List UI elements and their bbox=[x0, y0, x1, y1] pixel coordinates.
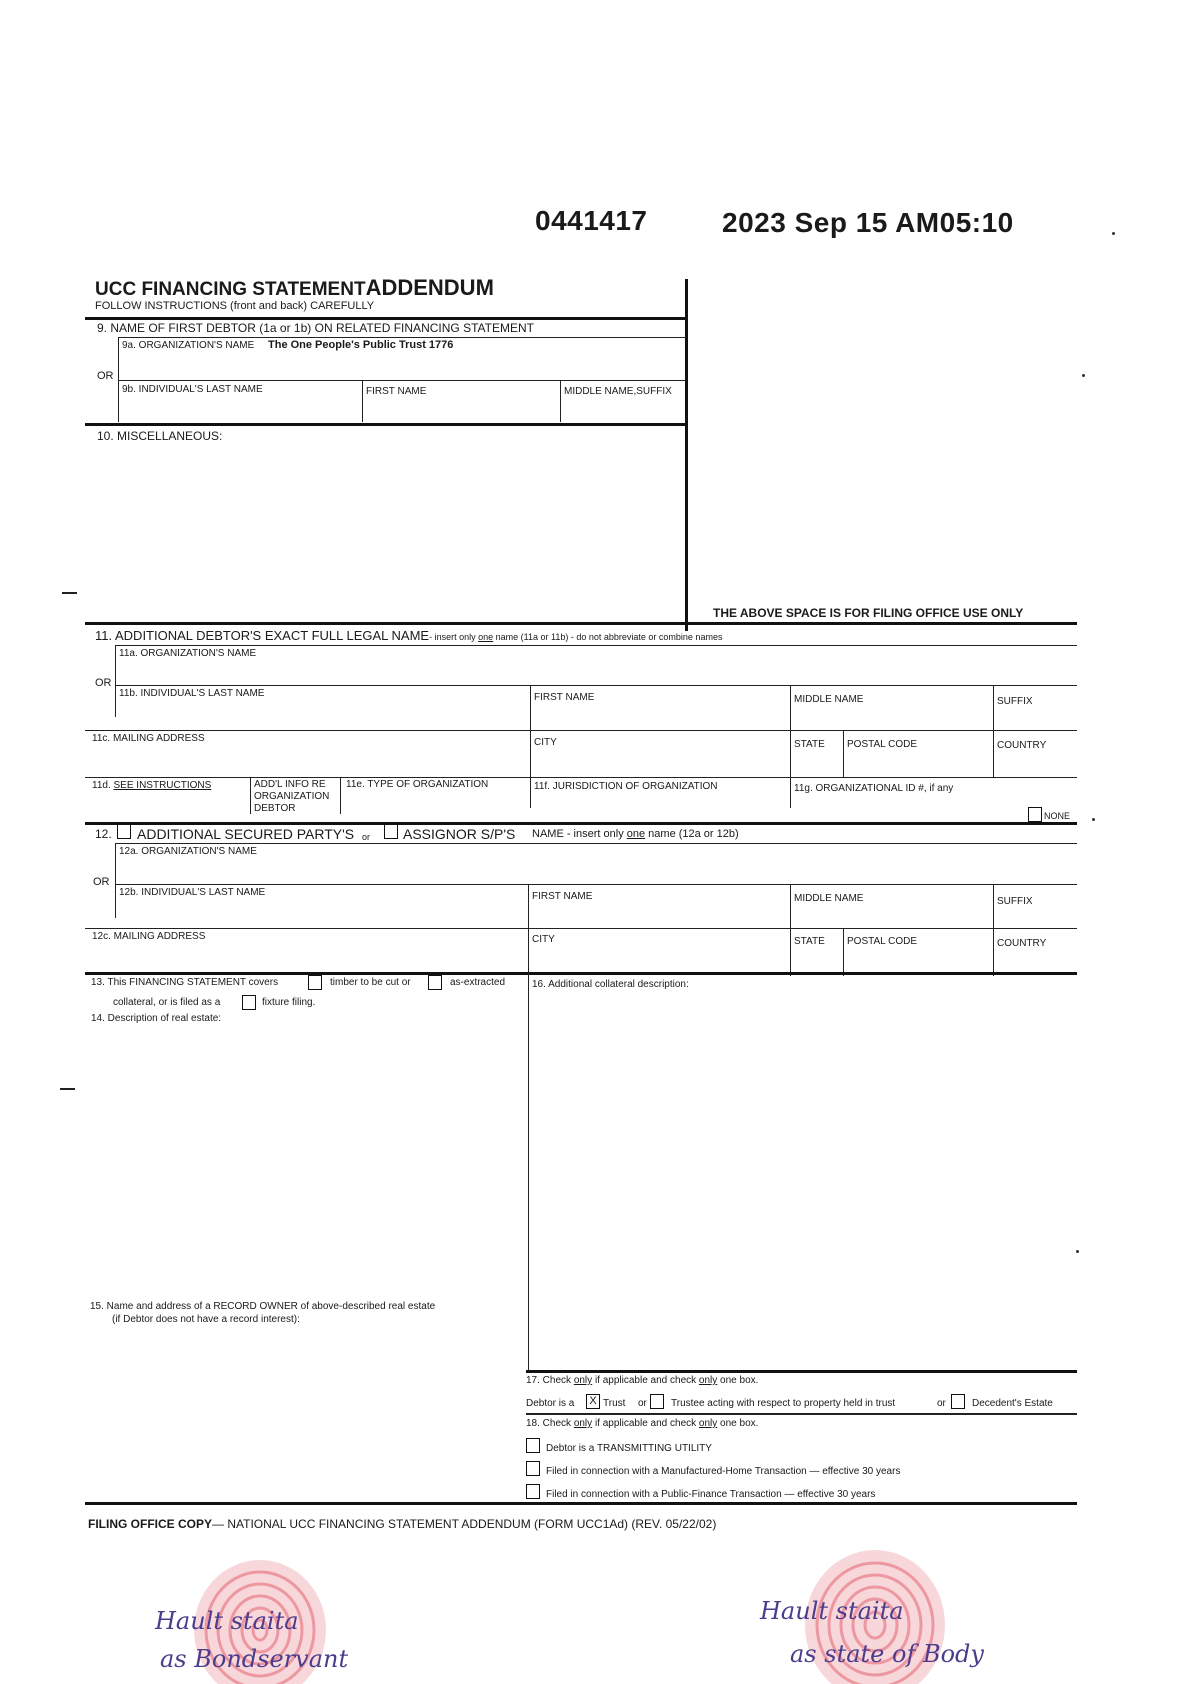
s11-jurisdiction-label: 11f. JURISDICTION OF ORGANIZATION bbox=[534, 781, 718, 792]
instructions-note: FOLLOW INSTRUCTIONS (front and back) CAREFULLY bbox=[95, 300, 375, 312]
s13-extracted-label: as-extracted bbox=[450, 977, 506, 988]
s11-org-label: 11a. ORGANIZATION'S NAME bbox=[119, 648, 257, 659]
timber-checkbox[interactable] bbox=[308, 975, 322, 990]
rule bbox=[85, 822, 1077, 825]
s12-state-label: STATE bbox=[794, 936, 825, 947]
s18-label-b: if applicable and check bbox=[592, 1418, 699, 1429]
s12-name-note-one: one bbox=[626, 828, 646, 840]
rule bbox=[790, 685, 791, 808]
s12-last-name-label: 12b. INDIVIDUAL'S LAST NAME bbox=[119, 887, 266, 898]
s17-label-only: only bbox=[573, 1375, 593, 1386]
s17-label-only2: only bbox=[698, 1375, 718, 1386]
form-title-main: UCC FINANCING STATEMENT bbox=[95, 279, 366, 300]
s9-middle-name-label: MIDDLE NAME,SUFFIX bbox=[564, 386, 672, 397]
s11-label bbox=[95, 627, 722, 645]
s12-mailing-label: 12c. MAILING ADDRESS bbox=[92, 931, 206, 942]
margin-mark bbox=[62, 592, 77, 594]
rule bbox=[560, 380, 561, 422]
form-title bbox=[95, 275, 494, 301]
s12-name-note-b: name (12a or 12b) bbox=[645, 828, 739, 840]
rule bbox=[993, 884, 994, 976]
s11-label-note-one: one bbox=[478, 632, 494, 642]
as-extracted-checkbox[interactable] bbox=[428, 975, 442, 990]
rule bbox=[993, 685, 994, 777]
s14-label: 14. Description of real estate: bbox=[91, 1013, 222, 1024]
s18-opt3: Filed in connection with a Public-Finance Transaction — effective 30 years bbox=[546, 1489, 876, 1500]
rule bbox=[526, 1413, 1077, 1415]
s12-num: 12. bbox=[95, 827, 112, 841]
s12-org-label: 12a. ORGANIZATION'S NAME bbox=[119, 846, 257, 857]
manufactured-home-checkbox[interactable] bbox=[526, 1461, 540, 1476]
footer-copy-label: FILING OFFICE COPY bbox=[88, 1517, 213, 1531]
s12-middle-name-label: MIDDLE NAME bbox=[794, 893, 864, 904]
rule bbox=[340, 777, 341, 814]
rule bbox=[85, 730, 1077, 731]
s18-label-a: 18. Check bbox=[526, 1418, 574, 1429]
scan-speck bbox=[1082, 374, 1085, 377]
see-instructions-link[interactable]: SEE INSTRUCTIONS bbox=[113, 780, 212, 791]
rule bbox=[790, 884, 791, 976]
s11-addl-info-line: DEBTOR bbox=[254, 803, 296, 814]
scan-speck bbox=[1076, 1250, 1079, 1253]
s11-state-label: STATE bbox=[794, 739, 825, 750]
rule bbox=[115, 645, 116, 717]
s12-or-small: or bbox=[362, 832, 371, 842]
rule bbox=[362, 380, 363, 422]
s11-type-org-label: 11e. TYPE OF ORGANIZATION bbox=[346, 779, 489, 790]
rule bbox=[115, 645, 1077, 646]
s11-country-label: COUNTRY bbox=[997, 740, 1047, 751]
s11-addl-info-line: ADD'L INFO RE bbox=[254, 779, 326, 790]
none-checkbox[interactable] bbox=[1028, 807, 1042, 822]
rule bbox=[85, 777, 1077, 778]
rule bbox=[250, 777, 251, 814]
s15-line1: 15. Name and address of a RECORD OWNER of above-described real estate bbox=[90, 1301, 436, 1312]
s9-first-name-label: FIRST NAME bbox=[366, 386, 427, 397]
margin-mark bbox=[60, 1088, 75, 1090]
right-handwriting-line2: as state of Body bbox=[790, 1640, 984, 1668]
s17-label-a: 17. Check bbox=[526, 1375, 574, 1386]
additional-secured-party-checkbox[interactable] bbox=[117, 824, 131, 839]
s11-first-name-label: FIRST NAME bbox=[534, 692, 595, 703]
rule bbox=[85, 317, 687, 320]
s11-last-name-label: 11b. INDIVIDUAL'S LAST NAME bbox=[119, 688, 265, 699]
s11-middle-name-label: MIDDLE NAME bbox=[794, 694, 864, 705]
rule bbox=[85, 622, 1077, 625]
rule bbox=[843, 730, 844, 777]
s17-or2: or bbox=[937, 1398, 946, 1409]
rule bbox=[85, 928, 1077, 929]
s9-last-name-label: 9b. INDIVIDUAL'S LAST NAME bbox=[122, 384, 263, 395]
s18-label-only2: only bbox=[698, 1418, 718, 1429]
s18-label bbox=[526, 1418, 758, 1429]
rule bbox=[115, 884, 1077, 885]
s12-country-label: COUNTRY bbox=[997, 938, 1047, 949]
s11-see-instructions bbox=[92, 780, 211, 791]
footer-copy-line bbox=[88, 1517, 716, 1531]
rule bbox=[118, 380, 686, 381]
s11-city-label: CITY bbox=[534, 737, 557, 748]
s11-addl-info bbox=[254, 779, 329, 815]
s18-label-only: only bbox=[573, 1418, 593, 1429]
transmitting-utility-checkbox[interactable] bbox=[526, 1438, 540, 1453]
s12-suffix-label: SUFFIX bbox=[997, 896, 1033, 907]
s10-label: 10. MISCELLANEOUS: bbox=[97, 429, 223, 443]
scan-speck bbox=[1112, 232, 1115, 235]
s9-org-value: The One People's Public Trust 1776 bbox=[268, 339, 454, 351]
s17-trustee-label: Trustee acting with respect to property held in trust bbox=[671, 1398, 896, 1409]
s11-postal-label: POSTAL CODE bbox=[847, 739, 918, 750]
trustee-checkbox[interactable] bbox=[650, 1394, 664, 1409]
rule bbox=[528, 884, 529, 976]
s12-city-label: CITY bbox=[532, 934, 555, 945]
assignor-checkbox[interactable] bbox=[384, 824, 398, 839]
decedent-estate-checkbox[interactable] bbox=[951, 1394, 965, 1409]
rule bbox=[843, 928, 844, 976]
rule bbox=[118, 337, 686, 338]
s11-none-label: NONE bbox=[1044, 811, 1071, 821]
fixture-filing-checkbox[interactable] bbox=[242, 995, 256, 1010]
s11-addl-info-line: ORGANIZATION bbox=[254, 791, 330, 802]
file-number: 0441417 bbox=[535, 205, 648, 236]
filing-office-note: THE ABOVE SPACE IS FOR FILING OFFICE USE ONLY bbox=[713, 606, 1024, 620]
s17-label-b: if applicable and check bbox=[592, 1375, 699, 1386]
s12-name-note bbox=[532, 828, 739, 840]
scan-speck bbox=[1092, 818, 1095, 821]
form-title-addendum: ADDENDUM bbox=[365, 275, 494, 300]
filing-datetime: 2023 Sep 15 AM05:10 bbox=[722, 207, 1014, 238]
footer-copy-rest: — NATIONAL UCC FINANCING STATEMENT ADDENDUM (FORM UCC1Ad) (REV. 05/22/02) bbox=[212, 1517, 717, 1531]
s17-trust-label: Trust bbox=[603, 1398, 626, 1409]
s11-suffix-label: SUFFIX bbox=[997, 696, 1033, 707]
s11-or: OR bbox=[95, 677, 112, 689]
rule bbox=[85, 423, 687, 426]
s12-first-name-label: FIRST NAME bbox=[532, 891, 593, 902]
s11-label-note-b: name (11a or 11b) - do not abbreviate or combine names bbox=[493, 632, 723, 642]
rule bbox=[115, 685, 1077, 686]
rule bbox=[85, 972, 1077, 975]
s12-name-note-a: NAME - insert only bbox=[532, 828, 627, 840]
s16-label: 16. Additional collateral description: bbox=[532, 979, 689, 990]
s13-timber-label: timber to be cut or bbox=[330, 977, 411, 988]
s17-label bbox=[526, 1375, 758, 1386]
right-handwriting-line1: Hault staita bbox=[760, 1597, 904, 1625]
s9-or: OR bbox=[97, 370, 114, 382]
s11-org-id-label: 11g. ORGANIZATIONAL ID #, if any bbox=[794, 783, 954, 794]
s18-opt1: Debtor is a TRANSMITTING UTILITY bbox=[546, 1443, 712, 1454]
s18-label-c: one box. bbox=[717, 1418, 759, 1429]
s13-fixture-label: fixture filing. bbox=[262, 997, 316, 1008]
s13-line1: 13. This FINANCING STATEMENT covers bbox=[91, 977, 279, 988]
rule bbox=[85, 1502, 1077, 1505]
rule bbox=[685, 279, 688, 631]
s11-label-note-a: - insert only bbox=[429, 632, 479, 642]
s12-postal-label: POSTAL CODE bbox=[847, 936, 918, 947]
s15-line2: (if Debtor does not have a record interest): bbox=[112, 1314, 300, 1325]
s12-additional-label: ADDITIONAL SECURED PARTY'S bbox=[137, 826, 355, 842]
s12-assignor-label: ASSIGNOR S/P'S bbox=[403, 826, 516, 842]
public-finance-checkbox[interactable] bbox=[526, 1484, 540, 1499]
rule bbox=[115, 843, 1077, 844]
rule bbox=[530, 685, 531, 808]
s17-debtor-is: Debtor is a bbox=[526, 1398, 575, 1409]
left-handwriting-line2: as Bondservant bbox=[160, 1645, 349, 1673]
s17-label-c: one box. bbox=[717, 1375, 759, 1386]
s11-label-main: 11. ADDITIONAL DEBTOR'S EXACT FULL LEGAL NAME bbox=[95, 628, 430, 643]
s17-or: or bbox=[638, 1398, 647, 1409]
s12-or: OR bbox=[93, 876, 110, 888]
s17-decedent-label: Decedent's Estate bbox=[972, 1398, 1053, 1409]
s9-label: 9. NAME OF FIRST DEBTOR (1a or 1b) ON RELATED FINANCING STATEMENT bbox=[97, 321, 534, 335]
s11-mailing-label: 11c. MAILING ADDRESS bbox=[92, 733, 205, 744]
left-handwriting-line1: Hault staita bbox=[155, 1607, 299, 1635]
rule bbox=[115, 843, 116, 918]
s18-opt2: Filed in connection with a Manufactured-Home Transaction — effective 30 years bbox=[546, 1466, 901, 1477]
rule bbox=[528, 972, 529, 1372]
trust-checkbox[interactable]: X bbox=[586, 1394, 600, 1409]
rule bbox=[526, 1370, 1077, 1373]
s13-line2: collateral, or is filed as a bbox=[113, 997, 221, 1008]
s9-org-label: 9a. ORGANIZATION'S NAME bbox=[122, 340, 255, 351]
s11-see-prefix: 11d. bbox=[92, 780, 114, 791]
